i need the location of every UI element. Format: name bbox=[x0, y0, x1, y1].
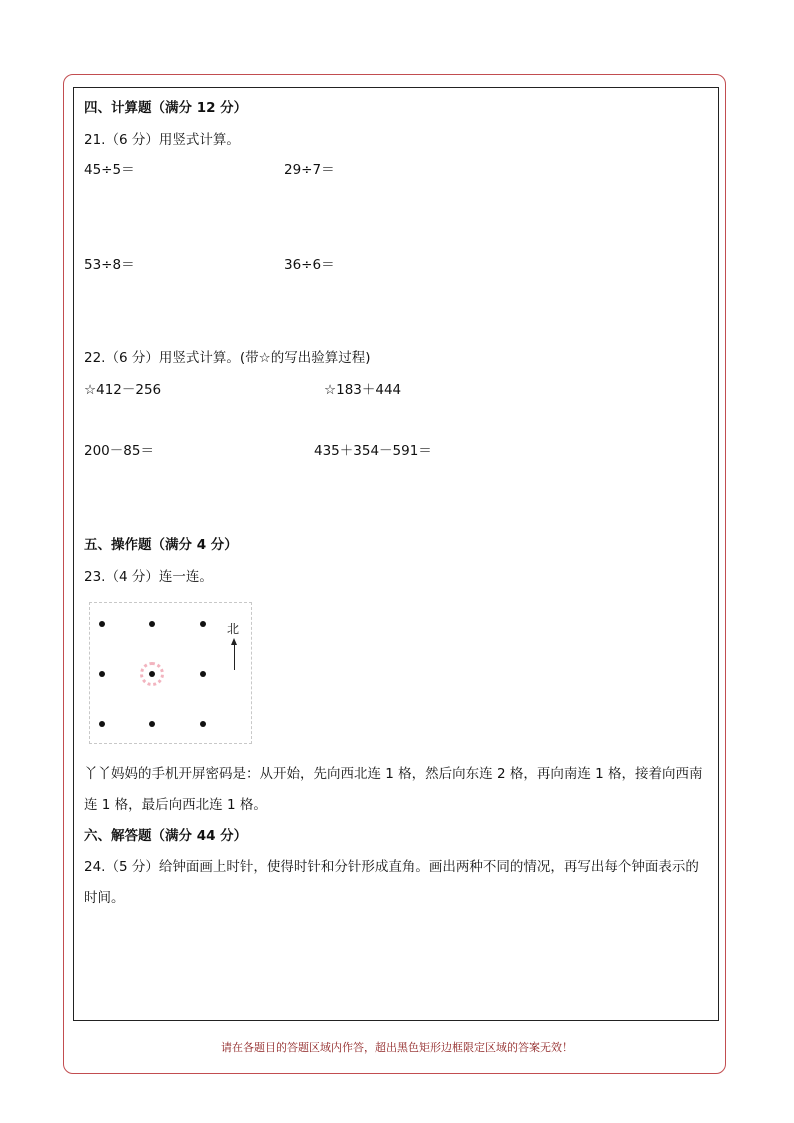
grid-dot-start bbox=[149, 671, 155, 677]
q23-stem: 23.（4 分）连一连。 bbox=[84, 569, 213, 585]
q22-item-3: 200－85＝ bbox=[84, 443, 154, 459]
grid-dot bbox=[200, 621, 206, 627]
footer-warning: 请在各题目的答题区域内作答，超出黑色矩形边框限定区域的答案无效！ bbox=[221, 1041, 573, 1054]
q21-item-2: 29÷7＝ bbox=[284, 162, 335, 178]
q21-item-4: 36÷6＝ bbox=[284, 257, 335, 273]
grid-dot bbox=[200, 721, 206, 727]
grid-dot bbox=[200, 671, 206, 677]
section4-title: 四、计算题（满分 12 分） bbox=[84, 100, 248, 116]
q21-item-1: 45÷5＝ bbox=[84, 162, 135, 178]
q24-stem: 24.（5 分）给钟面画上时针，使得时针和分针形成直角。画出两种不同的情况，再写出每个钟面表示的时间。 bbox=[84, 859, 699, 906]
q22-item-1: ☆412－256 bbox=[84, 382, 162, 398]
grid-dot bbox=[149, 721, 155, 727]
q22-stem: 22.（6 分）用竖式计算。(带☆的写出验算过程) bbox=[84, 350, 371, 366]
q23-description: 丫丫妈妈的手机开屏密码是：从开始，先向西北连 1 格，然后向东连 2 格，再向南连 1 格，接着向西南连 1 格，最后向西北连 1 格。 bbox=[84, 766, 703, 813]
section6-title: 六、解答题（满分 44 分） bbox=[84, 828, 248, 844]
grid-dot bbox=[99, 721, 105, 727]
q21-item-3: 53÷8＝ bbox=[84, 257, 135, 273]
q21-stem: 21.（6 分）用竖式计算。 bbox=[84, 132, 240, 148]
grid-dot bbox=[99, 671, 105, 677]
north-label: 北 bbox=[227, 622, 240, 636]
grid-dot bbox=[149, 621, 155, 627]
q22-item-2: ☆183＋444 bbox=[324, 382, 402, 398]
north-arrow-shaft bbox=[234, 644, 235, 670]
section5-title: 五、操作题（满分 4 分） bbox=[84, 537, 238, 553]
q22-item-4: 435＋354－591＝ bbox=[314, 443, 432, 459]
grid-dot bbox=[99, 621, 105, 627]
